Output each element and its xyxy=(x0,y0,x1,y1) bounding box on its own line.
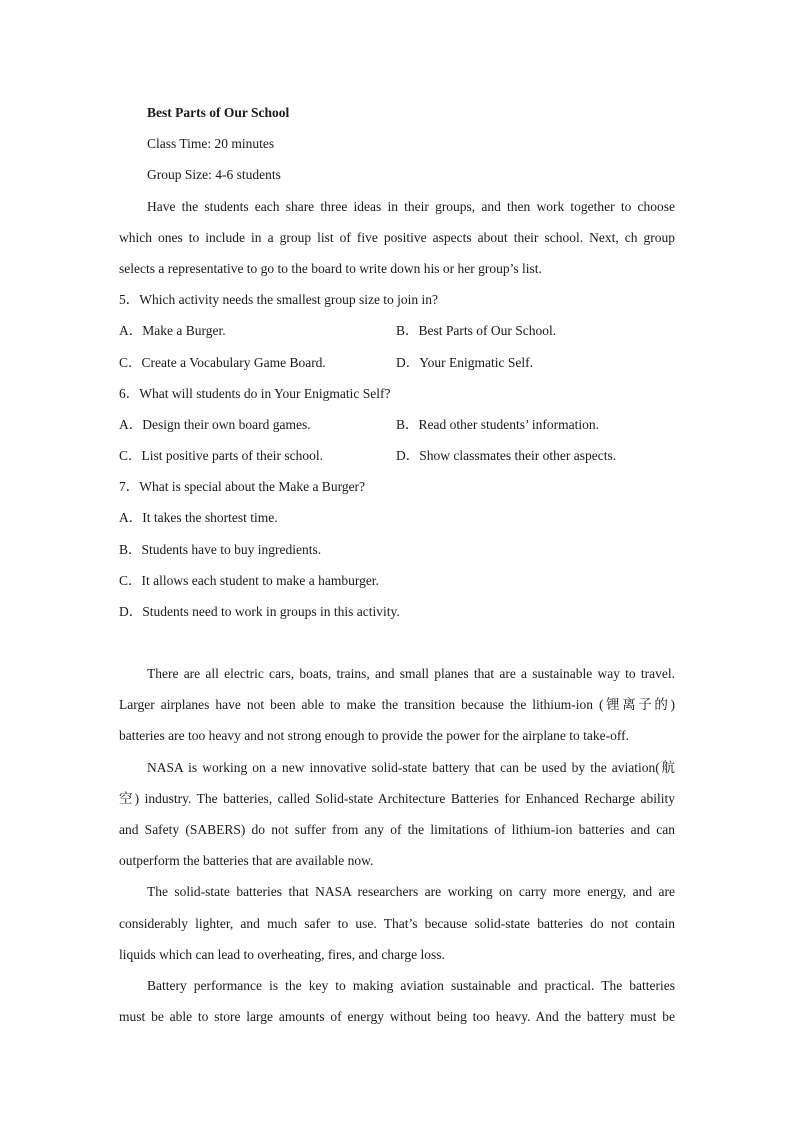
class-time: Class Time: 20 minutes xyxy=(147,136,275,152)
reading-passage xyxy=(119,658,675,1032)
passage-line: The solid-state batteries that NASA researchers are working on carry more energy, and are xyxy=(147,884,675,900)
question-5-option-d: D．Your Enigmatic Self. xyxy=(396,354,533,370)
passage-line: liquids which can lead to overheating, fires, and charge loss. xyxy=(119,946,445,962)
passage-line: and Safety (SABERS) do not suffer from any of the limitations of lithium-ion batteries and can xyxy=(119,821,675,837)
activity-section xyxy=(119,97,675,627)
question-6-options-row-2 xyxy=(119,440,675,471)
question-5-options-row-2 xyxy=(119,347,675,378)
passage-line: batteries are too heavy and not strong enough to provide the power for the airplane to take-off. xyxy=(119,728,629,744)
passage-line: 空) industry. The batteries, called Solid-state Architecture Batteries for Enhanced Recharge ability xyxy=(119,790,675,806)
question-6-stem: 6．What will students do in Your Enigmatic Self? xyxy=(119,385,391,401)
question-6-option-c: C．List positive parts of their school. xyxy=(119,448,323,464)
group-size: Group Size: 4-6 students xyxy=(147,167,281,183)
passage-line: must be able to store large amounts of energy without being too heavy. And the battery must be xyxy=(119,1009,675,1025)
question-7-stem: 7．What is special about the Make a Burger? xyxy=(119,479,366,495)
question-5-option-a: A．Make a Burger. xyxy=(119,323,226,339)
activity-title: Best Parts of Our School xyxy=(147,105,290,120)
activity-paragraph-line: which ones to include in a group list of five positive aspects about their school. Next, ch group xyxy=(119,229,675,245)
activity-paragraph-line: selects a representative to go to the board to write down his or her group’s list. xyxy=(119,260,542,276)
question-6-option-a: A．Design their own board games. xyxy=(119,416,311,432)
question-6-option-b: B．Read other students’ information. xyxy=(396,416,599,432)
question-5-option-c: C．Create a Vocabulary Game Board. xyxy=(119,354,326,370)
passage-line: outperform the batteries that are available now. xyxy=(119,853,374,869)
question-5-option-b: B．Best Parts of Our School. xyxy=(396,323,557,339)
question-7-option-b: B．Students have to buy ingredients. xyxy=(119,541,322,557)
passage-line: There are all electric cars, boats, trains, and small planes that are a sustainable way to travel. xyxy=(147,666,675,681)
activity-paragraph-line: Have the students each share three ideas in their groups, and then work together to choose xyxy=(147,198,675,214)
passage-line: NASA is working on a new innovative solid-state battery that can be used by the aviation(航 xyxy=(147,759,675,775)
passage-line: Battery performance is the key to making aviation sustainable and practical. The batteries xyxy=(147,977,675,993)
question-7-option-a: A．It takes the shortest time. xyxy=(119,510,278,526)
passage-line: considerably lighter, and much safer to use. That’s because solid-state batteries do not contain xyxy=(119,915,675,931)
question-7-option-d: D．Students need to work in groups in this activity. xyxy=(119,604,400,619)
question-7-option-c: C．It allows each student to make a hamburger. xyxy=(119,572,379,588)
question-5-stem: 5．Which activity needs the smallest group size to join in? xyxy=(119,292,439,308)
passage-line: Larger airplanes have not been able to make the transition because the lithium-ion (锂离子的) xyxy=(119,697,675,713)
question-6-option-d: D．Show classmates their other aspects. xyxy=(396,448,617,464)
question-6-options-row-1 xyxy=(119,409,675,440)
question-5-options-row-1 xyxy=(119,315,675,346)
